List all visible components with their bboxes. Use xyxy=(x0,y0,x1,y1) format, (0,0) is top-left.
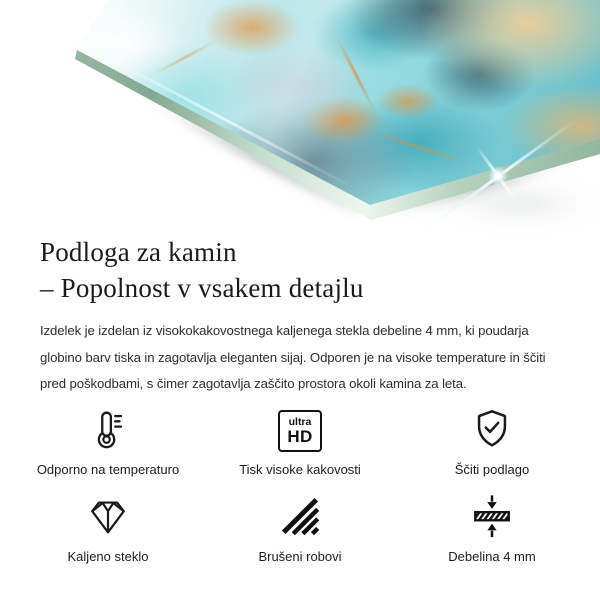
glass-reflection xyxy=(90,47,357,190)
shield-check-icon xyxy=(469,406,515,452)
feature-label: Debelina 4 mm xyxy=(448,548,536,564)
feature-protection xyxy=(396,406,588,477)
feature-temperature xyxy=(12,406,204,477)
diamond-icon xyxy=(85,493,131,539)
gold-vein xyxy=(325,18,385,128)
ultra-hd-icon: ultra HD xyxy=(278,410,322,452)
feature-tempered-glass xyxy=(12,493,204,564)
feature-thickness xyxy=(396,493,588,564)
gold-vein xyxy=(140,32,231,83)
feature-label: Odporno na temperaturo xyxy=(36,461,180,477)
features-grid xyxy=(0,406,600,564)
product-description: Izdelek je izdelan iz visokokakovostnega kaljenega stekla debeline 4 mm, ki poudarja globino barv tiska in zagotavlja eleganten sijaj. Odporen je na visoke temperature in ščiti pred poškodbami, s čimer zagotavlja zaščito prostora okoli kamina za leta. xyxy=(40,323,546,391)
feature-polished-edges xyxy=(204,493,396,564)
beveled-edges-icon xyxy=(277,493,323,539)
page-title xyxy=(40,234,560,306)
gold-vein xyxy=(348,122,492,173)
thickness-icon xyxy=(469,493,515,539)
feature-label: Kaljeno steklo xyxy=(67,548,149,564)
hero-image xyxy=(0,0,600,230)
thermometer-icon xyxy=(85,406,131,452)
title-line-2: – Popolnost v vsakem detajlu xyxy=(40,273,364,303)
feature-label: Tisk visoke kakovosti xyxy=(239,461,361,477)
feature-label: Ščiti podlago xyxy=(454,461,530,477)
feature-print-quality xyxy=(204,406,396,477)
title-line-1: Podloga za kamin xyxy=(40,237,237,267)
feature-label: Brušeni robovi xyxy=(258,548,342,564)
